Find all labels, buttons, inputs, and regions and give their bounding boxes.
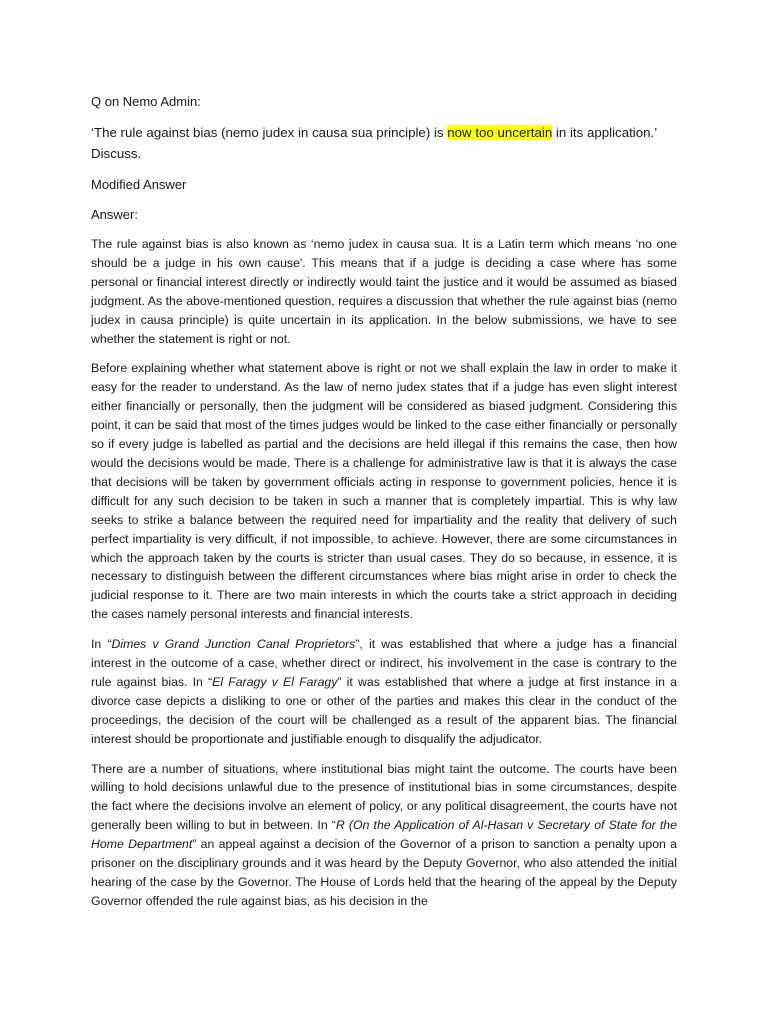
paragraph-3-part-2: ”, it was established that where a judge has a financial interest in the outcome of a case, whether direct or indirect, his involvement in the case is contrary to the rule against bias. In “ [91, 637, 677, 689]
case-name-dimes: Dimes v Grand Junction Canal Proprietors [111, 637, 356, 652]
paragraph-4-part-1: There are a number of situations, where institutional bias might taint the outcome. The courts have been willing to hold decisions unlawful due to the presence of institutional bias in some circumstances, despite the fact where the decisions involve an element of policy, or any political disagreement, the courts have not generally been willing to but in between. In “ [91, 761, 677, 833]
paragraph-4 [91, 760, 677, 911]
answer-label: Answer: [91, 207, 138, 222]
document-title: Q on Nemo Admin: [91, 94, 201, 109]
paragraph-1: The rule against bias is also known as ‘nemo judex in causa sua. It is a Latin term which means ‘no one should be a judge in his own cause'. This means that if a judge is deciding a case where has some personal or financial interest directly or indirectly would taint the justice and it would be assumed as biased judgment. As the above-mentioned question, requires a discussion that whether the rule against bias (nemo judex in causa principle) is quite uncertain in its application. In the below submissions, we have to see whether the statement is right or not. [91, 237, 677, 346]
document-page [91, 92, 677, 922]
case-name-al-hasan: R (On the Application of Al-Hasan v Secretary of State for the Home Department [91, 818, 677, 852]
modified-answer-heading: Modified Answer [91, 177, 187, 192]
paragraph-4-part-2: ” an appeal against a decision of the Governor of a prison to sanction a penalty upon a prisoner on the disciplinary grounds and it was heard by the Deputy Governor, who also attended the initial hearing of the case by the Governor. The House of Lords held that the hearing of the appeal by the Deputy Governor offended the rule against bias, as his decision in the [91, 837, 677, 908]
paragraph-3-part-1: In “ [91, 637, 112, 652]
question-text-before: ‘The rule against bias (nemo judex in causa sua principle) is [91, 125, 448, 140]
case-name-el-faragy: El Faragy v El Faragy [212, 674, 338, 689]
question-text-after: in its application.’ Discuss. [91, 125, 657, 161]
question-text [91, 122, 677, 164]
paragraph-2: Before explaining whether what statement above is right or not we shall explain the law in order to make it easy for the reader to understand. As the law of nemo judex states that if a judge has even slight interest either financially or personally, then the judgment will be considered as biased judgment. Considering this point, it can be said that most of the times judges would be linked to the case either financially or personally so if every judge is labelled as partial and the decisions are held illegal if this remains the case, then how would the decisions would be made. There is a challenge for administrative law is that it is always the case that decisions will be taken by government officials acting in response to government policies, hence it is difficult for any such decision to be taken in such a manner that is completely impartial. This is why law seeks to strike a balance between the required need for impartiality and the reality that delivery of such perfect impartiality is very difficult, if not impossible, to achieve. However, there are some circumstances in which the approach taken by the courts is stricter than usual cases. They do so because, in essence, it is necessary to distinguish between the different circumstances where bias might arise in order to check the judicial response to it. There are two main interests in which the courts take a strict approach in deciding the cases namely personal interests and financial interests. [91, 361, 677, 622]
paragraph-3-part-3: ” it was established that where a judge at first instance in a divorce case depicts a disliking to one or other of the parties and makes this clear in the conduct of the proceedings, the decision of the court will be challenged as a result of the apparent bias. The financial interest should be proportionate and justifiable enough to disqualify the adjudicator. [91, 674, 677, 746]
paragraph-3 [91, 635, 677, 748]
highlighted-phrase: now too uncertain [447, 125, 553, 140]
